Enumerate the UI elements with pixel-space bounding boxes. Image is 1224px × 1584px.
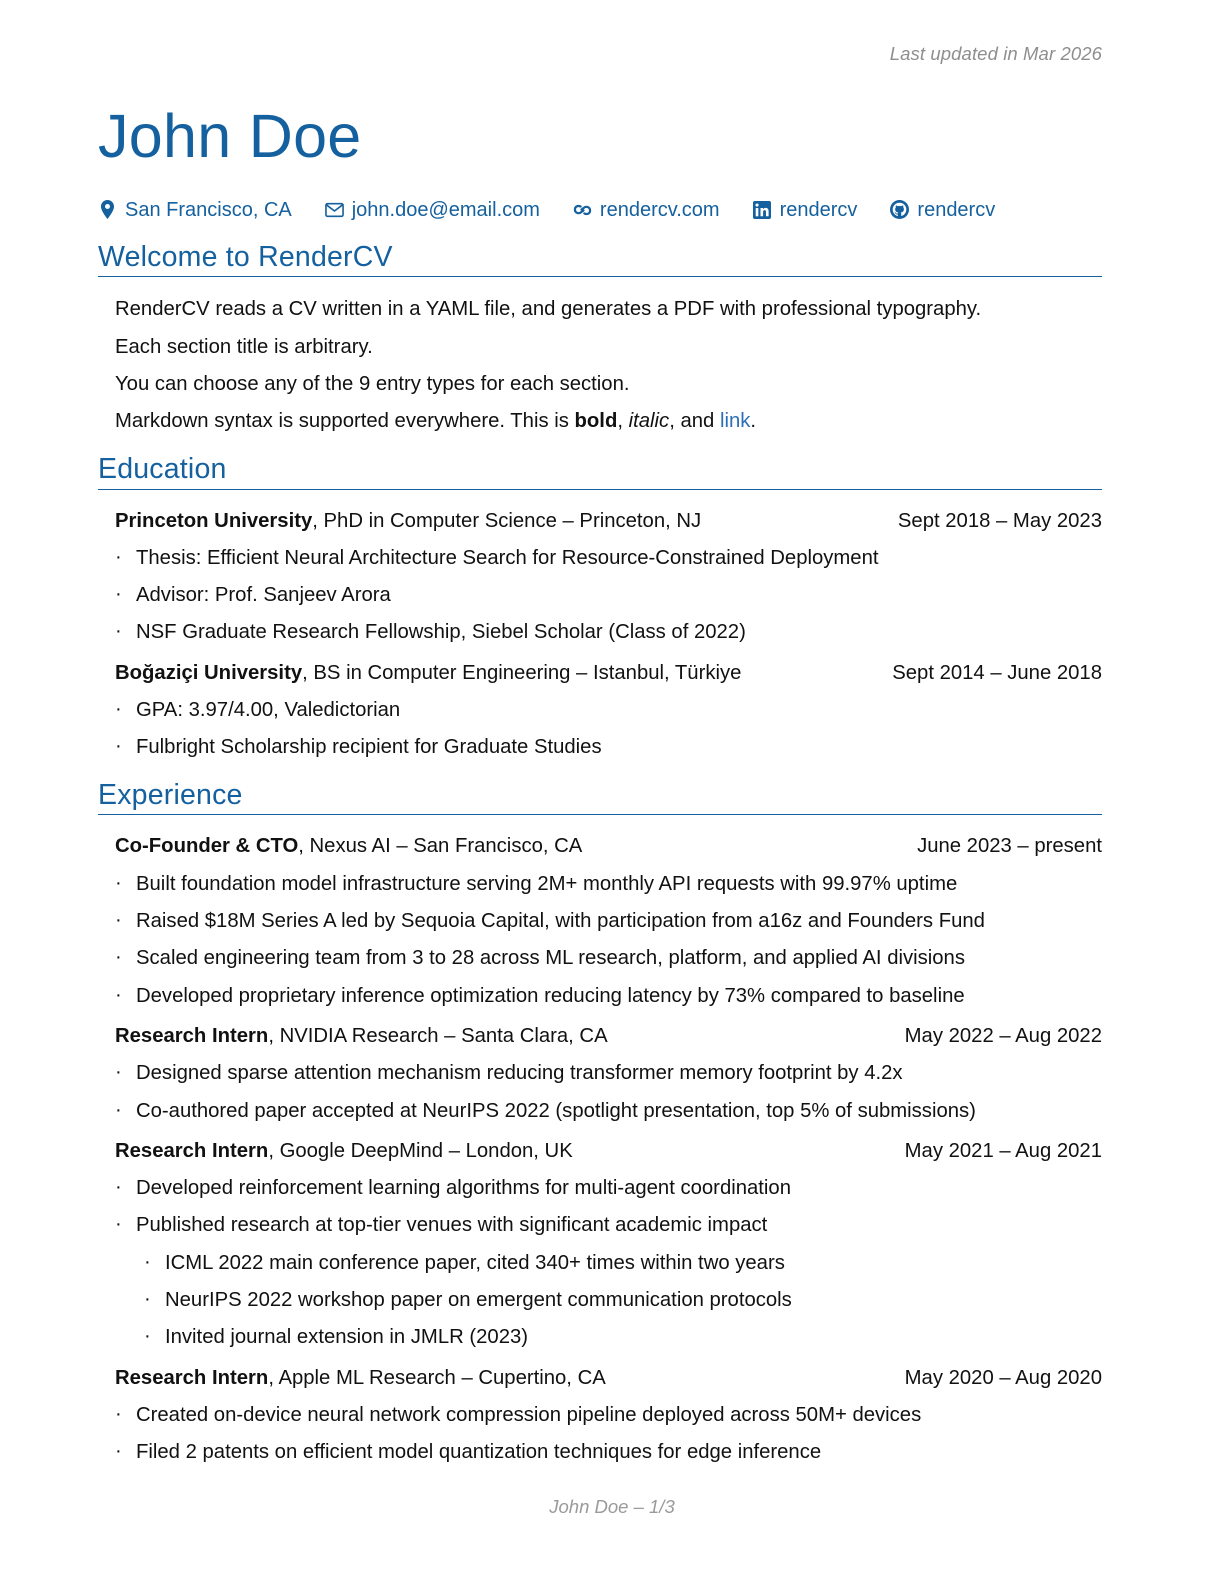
highlight-item: · Built foundation model infrastructure serving 2M+ monthly API requests with 99.97% uptime — [98, 874, 1102, 894]
markdown-link-sample[interactable]: link — [719, 410, 751, 433]
highlight-item: · Developed reinforcement learning algorithms for multi-agent coordination — [98, 1178, 1102, 1198]
markdown-sep-2: , and — [669, 410, 720, 433]
entry-detail: , Nexus AI – San Francisco, CA — [298, 835, 583, 858]
section-title-education: Education — [98, 454, 1102, 490]
entry-header — [98, 1141, 1102, 1161]
markdown-suffix: . — [750, 410, 757, 433]
section-body-experience — [98, 815, 1102, 1462]
contact-email[interactable] — [325, 200, 540, 220]
link-icon — [573, 200, 592, 219]
section-experience — [98, 780, 1102, 1463]
sub-highlight-item: · Invited journal extension in JMLR (2023) — [136, 1327, 1102, 1347]
entry-header — [98, 663, 1102, 683]
entry-highlights — [98, 700, 1102, 758]
markdown-sep-1: , — [617, 410, 629, 433]
entry-position: Research Intern — [115, 1139, 269, 1162]
contact-location[interactable] — [98, 200, 292, 220]
page-content — [98, 0, 1102, 1463]
entry-position: Research Intern — [115, 1024, 269, 1047]
section-title-welcome: Welcome to RenderCV — [98, 242, 1102, 278]
sub-highlight-item: · ICML 2022 main conference paper, cited 340+ times within two years — [136, 1253, 1102, 1273]
highlight-item: · Filed 2 patents on efficient model quantization techniques for edge inference — [98, 1442, 1102, 1462]
contact-linkedin-label: rendercv — [779, 198, 858, 221]
contact-github-label: rendercv — [917, 198, 996, 221]
entry-header — [98, 836, 1102, 856]
envelope-icon — [325, 200, 344, 219]
entry-date: Sept 2018 – May 2023 — [897, 509, 1102, 532]
highlight-item: · GPA: 3.97/4.00, Valedictorian — [98, 700, 1102, 720]
contact-row — [98, 200, 1102, 220]
entry-position: Research Intern — [115, 1366, 269, 1389]
entry-header — [98, 1368, 1102, 1388]
entry-highlights — [98, 874, 1102, 1006]
contact-website-label: rendercv.com — [599, 198, 720, 221]
highlight-item: · Developed proprietary inference optimization reducing latency by 73% compared to baseline — [98, 986, 1102, 1006]
last-updated-note: Last updated in Mar 2026 — [889, 43, 1102, 64]
section-welcome — [98, 242, 1102, 432]
section-title-experience: Experience — [98, 780, 1102, 816]
entry-header — [98, 1026, 1102, 1046]
entry-title-line — [115, 836, 582, 856]
entry-title-line — [115, 1026, 608, 1046]
page-footer: John Doe – 1/3 — [549, 1496, 675, 1517]
highlight-item: · Created on-device neural network compression pipeline deployed across 50M+ devices — [98, 1405, 1102, 1425]
highlight-item: · Advisor: Prof. Sanjeev Arora — [98, 585, 1102, 605]
contact-email-label: john.doe@email.com — [351, 198, 540, 221]
experience-entry — [98, 1026, 1102, 1121]
page-title: John Doe — [98, 101, 362, 170]
entry-sub-highlights — [136, 1253, 1102, 1348]
entry-institution: Princeton University — [115, 509, 313, 532]
entry-date: May 2022 – Aug 2022 — [904, 1024, 1102, 1047]
entry-title-line — [115, 1141, 573, 1161]
entry-date: June 2023 – present — [917, 835, 1102, 858]
contact-location-label: San Francisco, CA — [125, 198, 292, 221]
entry-detail: , BS in Computer Engineering – Istanbul, Türkiye — [302, 661, 742, 684]
entry-highlights — [98, 1178, 1102, 1347]
education-entry — [98, 511, 1102, 643]
sub-highlight-item: · NeurIPS 2022 workshop paper on emergent communication protocols — [136, 1290, 1102, 1310]
entry-detail: , Google DeepMind – London, UK — [268, 1139, 573, 1162]
entry-detail: , PhD in Computer Science – Princeton, NJ — [312, 509, 702, 532]
contact-website[interactable] — [573, 200, 720, 220]
welcome-paragraph: Each section title is arbitrary. — [115, 335, 373, 358]
markdown-prefix: Markdown syntax is supported everywhere. This is — [115, 410, 575, 433]
experience-entry — [98, 1368, 1102, 1463]
section-body-welcome — [98, 277, 1102, 431]
entry-date: May 2021 – Aug 2021 — [904, 1139, 1102, 1162]
entry-detail: , Apple ML Research – Cupertino, CA — [268, 1366, 606, 1389]
section-body-education — [98, 490, 1102, 758]
highlight-item: · Raised $18M Series A led by Sequoia Capital, with participation from a16z and Founders Fund — [98, 911, 1102, 931]
highlight-item: · Scaled engineering team from 3 to 28 across ML research, platform, and applied AI divisions — [98, 948, 1102, 968]
section-education — [98, 454, 1102, 758]
entry-title-line — [115, 663, 741, 683]
entry-date: May 2020 – Aug 2020 — [904, 1366, 1102, 1389]
experience-entry — [98, 836, 1102, 1005]
highlight-item: · Thesis: Efficient Neural Architecture Search for Resource-Constrained Deployment — [98, 548, 1102, 568]
entry-header — [98, 511, 1102, 531]
entry-highlights — [98, 1063, 1102, 1121]
entry-title-line — [115, 511, 701, 531]
contact-linkedin[interactable] — [753, 200, 858, 220]
entry-position: Co-Founder & CTO — [115, 835, 299, 858]
entry-date: Sept 2014 – June 2018 — [892, 661, 1102, 684]
experience-entry — [98, 1141, 1102, 1348]
markdown-italic-sample: italic — [628, 410, 670, 433]
highlight-item: · Designed sparse attention mechanism reducing transformer memory footprint by 4.2x — [98, 1063, 1102, 1083]
welcome-paragraph: RenderCV reads a CV written in a YAML file, and generates a PDF with professional typography. — [115, 298, 982, 321]
education-entry — [98, 663, 1102, 758]
highlight-item: · Co-authored paper accepted at NeurIPS 2022 (spotlight presentation, top 5% of submissions) — [98, 1101, 1102, 1121]
entry-detail: , NVIDIA Research – Santa Clara, CA — [268, 1024, 608, 1047]
linkedin-icon — [753, 200, 772, 219]
entry-title-line — [115, 1368, 606, 1388]
highlight-item: · Fulbright Scholarship recipient for Graduate Studies — [98, 737, 1102, 757]
entry-institution: Boğaziçi University — [115, 661, 303, 684]
highlight-text: Published research at top-tier venues with significant academic impact — [136, 1214, 768, 1237]
welcome-markdown-demo-line — [98, 411, 1102, 431]
markdown-bold-sample: bold — [574, 410, 618, 433]
entry-highlights — [98, 548, 1102, 643]
location-pin-icon — [98, 200, 117, 219]
highlight-item — [98, 1215, 1102, 1347]
entry-highlights — [98, 1405, 1102, 1463]
welcome-paragraph: You can choose any of the 9 entry types for each section. — [115, 373, 630, 395]
contact-github[interactable] — [890, 200, 995, 220]
github-icon — [890, 200, 909, 219]
highlight-item: · NSF Graduate Research Fellowship, Siebel Scholar (Class of 2022) — [98, 622, 1102, 642]
